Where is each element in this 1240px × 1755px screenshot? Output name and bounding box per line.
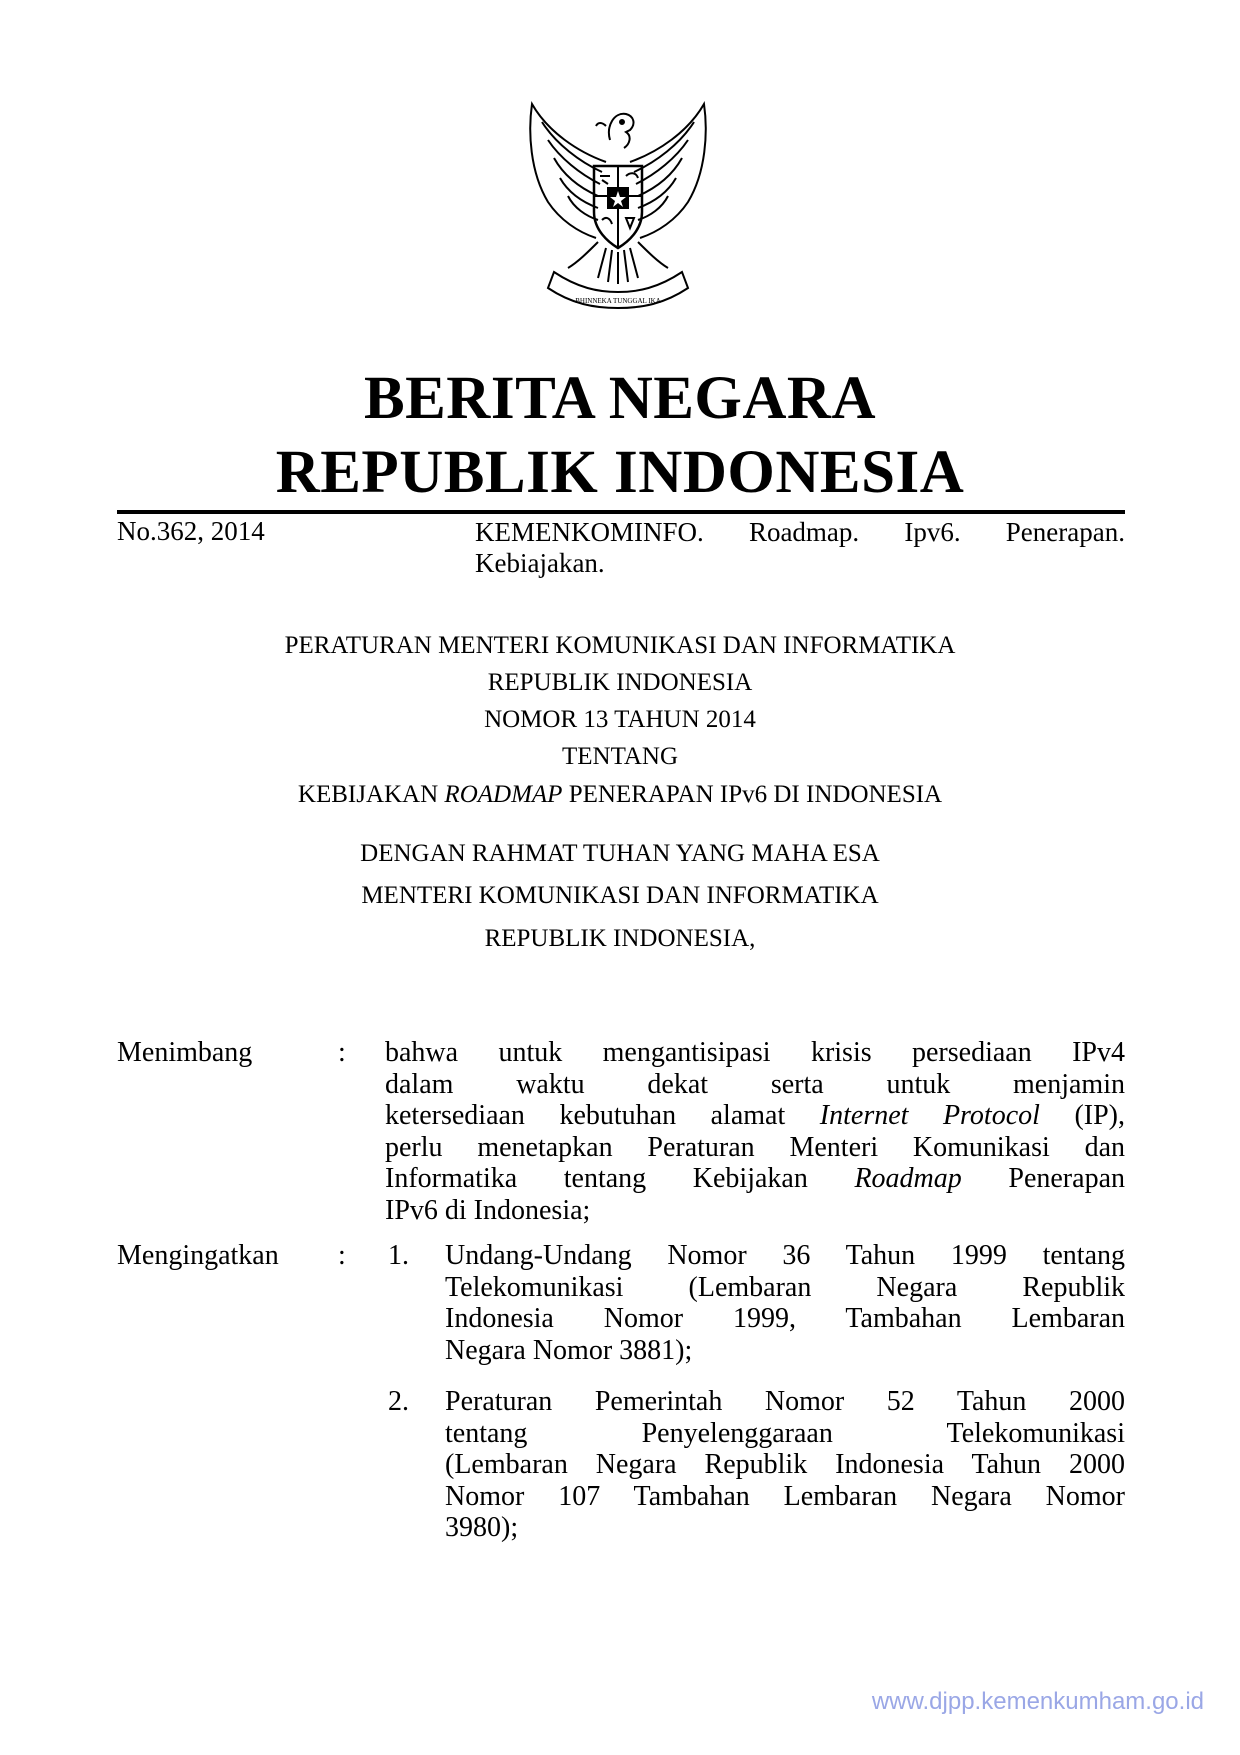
- gazette-subject-line1: KEMENKOMINFO. Roadmap. Ipv6. Penerapan.: [475, 517, 1125, 547]
- list-item-line: 3980);: [445, 1512, 519, 1543]
- list-item-line: Indonesia Nomor 1999, Tambahan Lembaran: [445, 1303, 1125, 1334]
- mengingatkan-label: Mengingatkan: [117, 1240, 279, 1271]
- list-item-line: (Lembaran Negara Republik Indonesia Tahun 2000: [445, 1449, 1125, 1480]
- list-item: [445, 1240, 1125, 1366]
- gazette-title-line2: REPUBLIK INDONESIA: [275, 439, 965, 506]
- gazette-number: No.362, 2014: [117, 516, 265, 546]
- menimbang-line: bahwa untuk mengantisipasi krisis persediaan IPv4: [385, 1037, 1125, 1068]
- regulation-subject: [0, 781, 1240, 809]
- regulation-subject-pre: KEBIJAKAN: [297, 781, 445, 808]
- menimbang-line: perlu menetapkan Peraturan Menteri Komunikasi dan: [385, 1131, 1125, 1163]
- preamble-line1: DENGAN RAHMAT TUHAN YANG MAHA ESA: [360, 840, 880, 867]
- regulation-number: NOMOR 13 TAHUN 2014: [484, 706, 756, 733]
- list-item: [445, 1386, 1125, 1544]
- regulation-subject-italic: ROADMAP: [444, 781, 563, 808]
- gazette-subject-line2: Kebiajakan.: [475, 548, 605, 578]
- menimbang-line: ketersediaan kebutuhan alamat Internet Protocol (IP),: [385, 1100, 1125, 1131]
- list-item-line: Undang-Undang Nomor 36 Tahun 1999 tentang: [445, 1240, 1125, 1271]
- footer-url: www.djpp.kemenkumham.go.id: [871, 1688, 1204, 1715]
- list-item-number: 2.: [388, 1386, 409, 1417]
- mengingatkan-colon: :: [338, 1240, 346, 1271]
- list-item-number: 1.: [388, 1240, 409, 1271]
- menimbang-line: dalam waktu dekat serta untuk menjamin: [385, 1068, 1125, 1100]
- list-item-line: Telekomunikasi (Lembaran Negara Republik: [445, 1271, 1125, 1303]
- menimbang-line: IPv6 di Indonesia;: [385, 1194, 591, 1226]
- header-divider: [117, 510, 1125, 514]
- menimbang-label: Menimbang: [117, 1037, 253, 1068]
- regulation-subject-post: PENERAPAN IPv6 DI INDONESIA: [562, 781, 943, 808]
- menimbang-line: Informatika tentang Kebijakan Roadmap Penerapan: [385, 1163, 1125, 1194]
- regulation-title-line2: REPUBLIK INDONESIA: [487, 669, 753, 696]
- emblem-motto: BHINNEKA TUNGGAL IKA: [575, 297, 661, 305]
- list-item-line: tentang Penyelenggaraan Telekomunikasi: [445, 1417, 1125, 1449]
- preamble-line2: MENTERI KOMUNIKASI DAN INFORMATIKA: [361, 882, 879, 909]
- preamble-line3: REPUBLIK INDONESIA,: [484, 925, 756, 952]
- list-item-line: Nomor 107 Tambahan Lembaran Negara Nomor: [445, 1480, 1125, 1512]
- list-item-line: Peraturan Pemerintah Nomor 52 Tahun 2000: [445, 1386, 1125, 1417]
- regulation-tentang: TENTANG: [561, 743, 679, 770]
- garuda-emblem-icon: [518, 92, 718, 312]
- menimbang-text: [385, 1037, 1125, 1226]
- list-item-line: Negara Nomor 3881);: [445, 1334, 693, 1366]
- menimbang-colon: :: [338, 1037, 346, 1068]
- regulation-title-line1: PERATURAN MENTERI KOMUNIKASI DAN INFORMATIKA: [284, 632, 956, 659]
- gazette-title-line1: BERITA NEGARA: [363, 365, 877, 432]
